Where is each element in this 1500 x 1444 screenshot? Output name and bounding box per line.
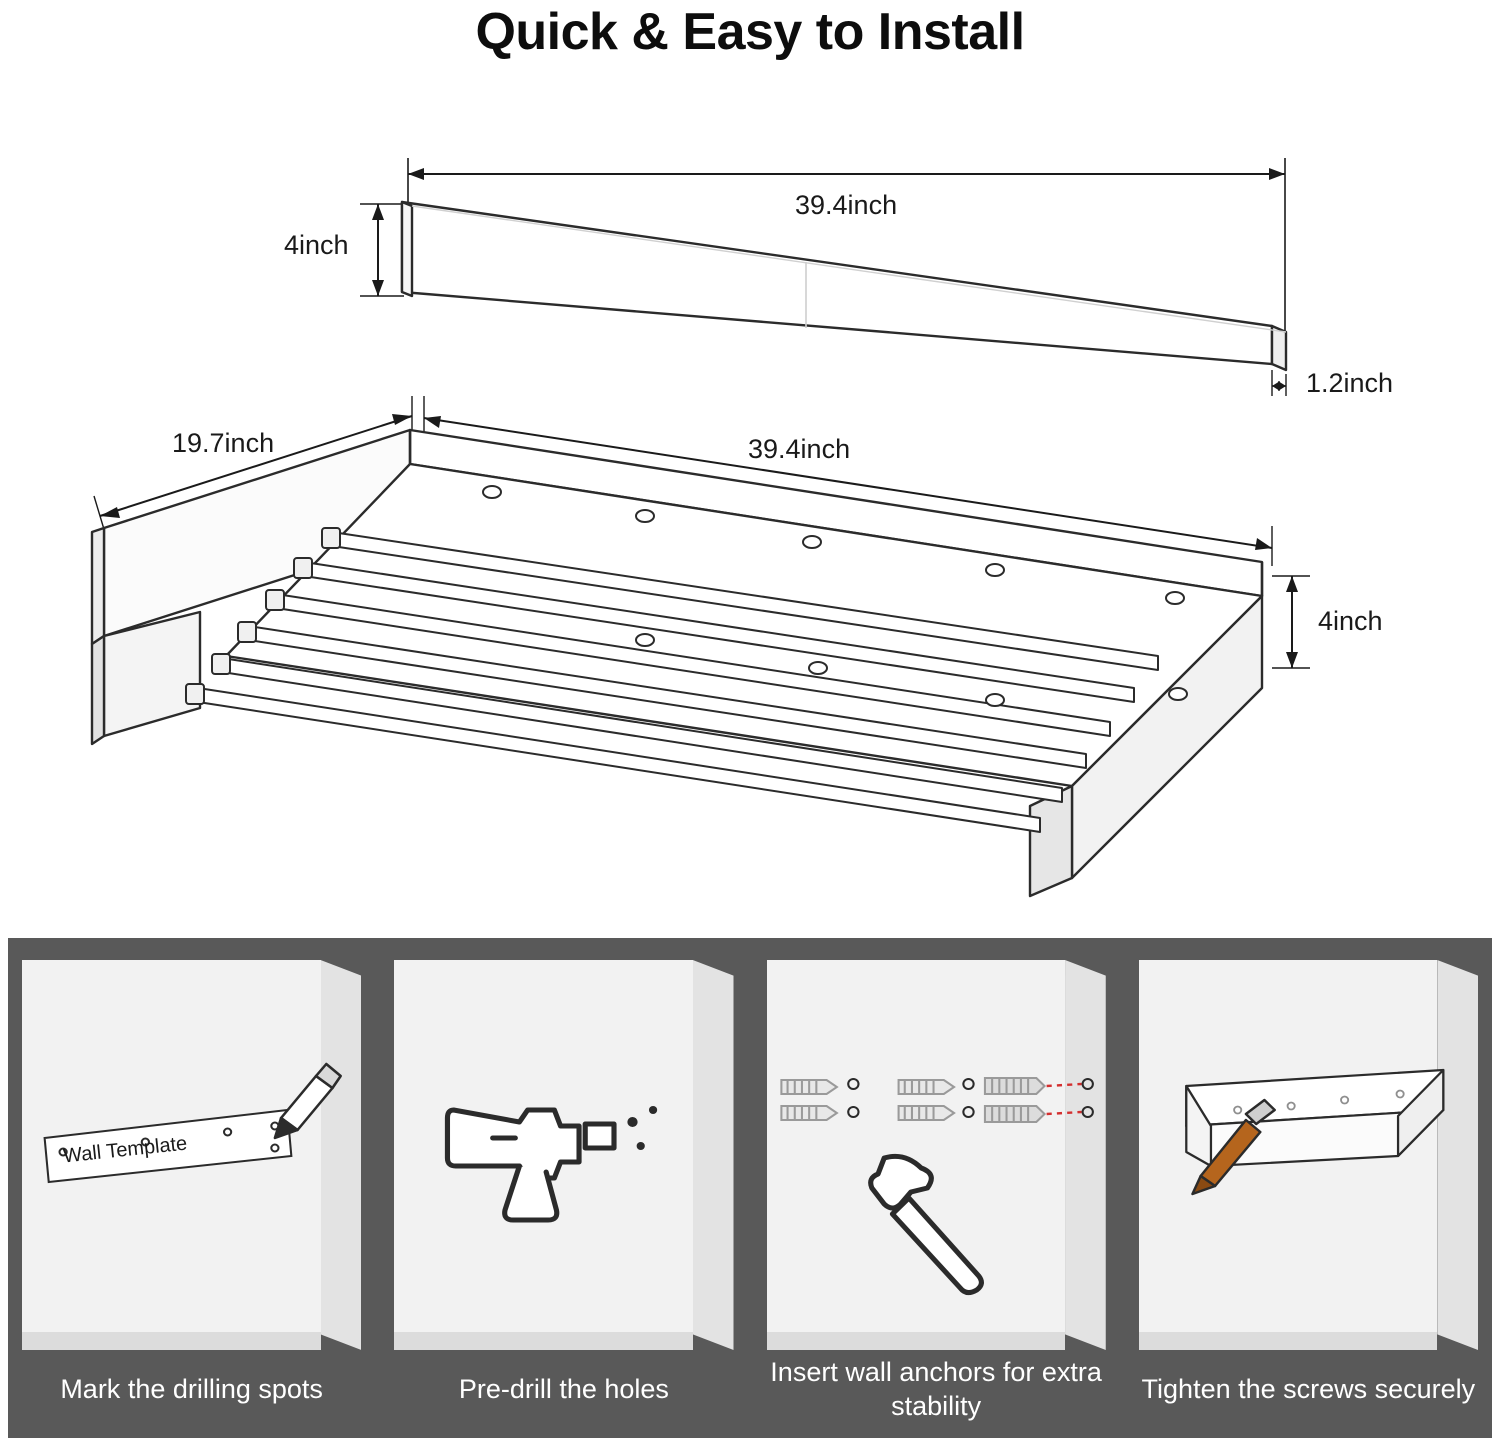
- dim-label-rack-height: 4inch: [1318, 606, 1383, 636]
- step-4: [1125, 938, 1492, 1438]
- hammer-anchors-icon: [767, 960, 1106, 1350]
- step-2-caption: Pre-drill the holes: [458, 1374, 669, 1405]
- dim-label-rack-width: 39.4inch: [748, 434, 851, 464]
- dim-label-rack-depth: 19.7inch: [172, 428, 275, 458]
- step-1: [8, 938, 380, 1438]
- step-1-caption: Mark the drilling spots: [60, 1374, 323, 1405]
- wall-template-label: Wall Template: [61, 1132, 188, 1168]
- dim-label-bar-height: 4inch: [284, 230, 349, 260]
- step-3-illustration: [767, 960, 1106, 1350]
- step-2: [380, 938, 752, 1438]
- step-4-illustration: [1139, 960, 1478, 1350]
- product-diagram-svg: [0, 96, 1500, 936]
- step-1-illustration: [22, 960, 361, 1350]
- product-diagram: [0, 96, 1500, 936]
- step-3: [753, 938, 1125, 1438]
- install-steps: [8, 938, 1492, 1438]
- step-2-illustration: [394, 960, 733, 1350]
- step-3-caption: Insert wall anchors for extra stability: [770, 1357, 1102, 1421]
- dim-label-bar-thickness: 1.2inch: [1306, 368, 1394, 398]
- page-title: Quick & Easy to Install: [475, 3, 1025, 61]
- screwdriver-shelf-icon: [1139, 960, 1478, 1350]
- step-4-caption: Tighten the screws securely: [1141, 1374, 1476, 1405]
- dim-label-bar-width: 39.4inch: [795, 190, 898, 220]
- drill-icon: [394, 960, 733, 1350]
